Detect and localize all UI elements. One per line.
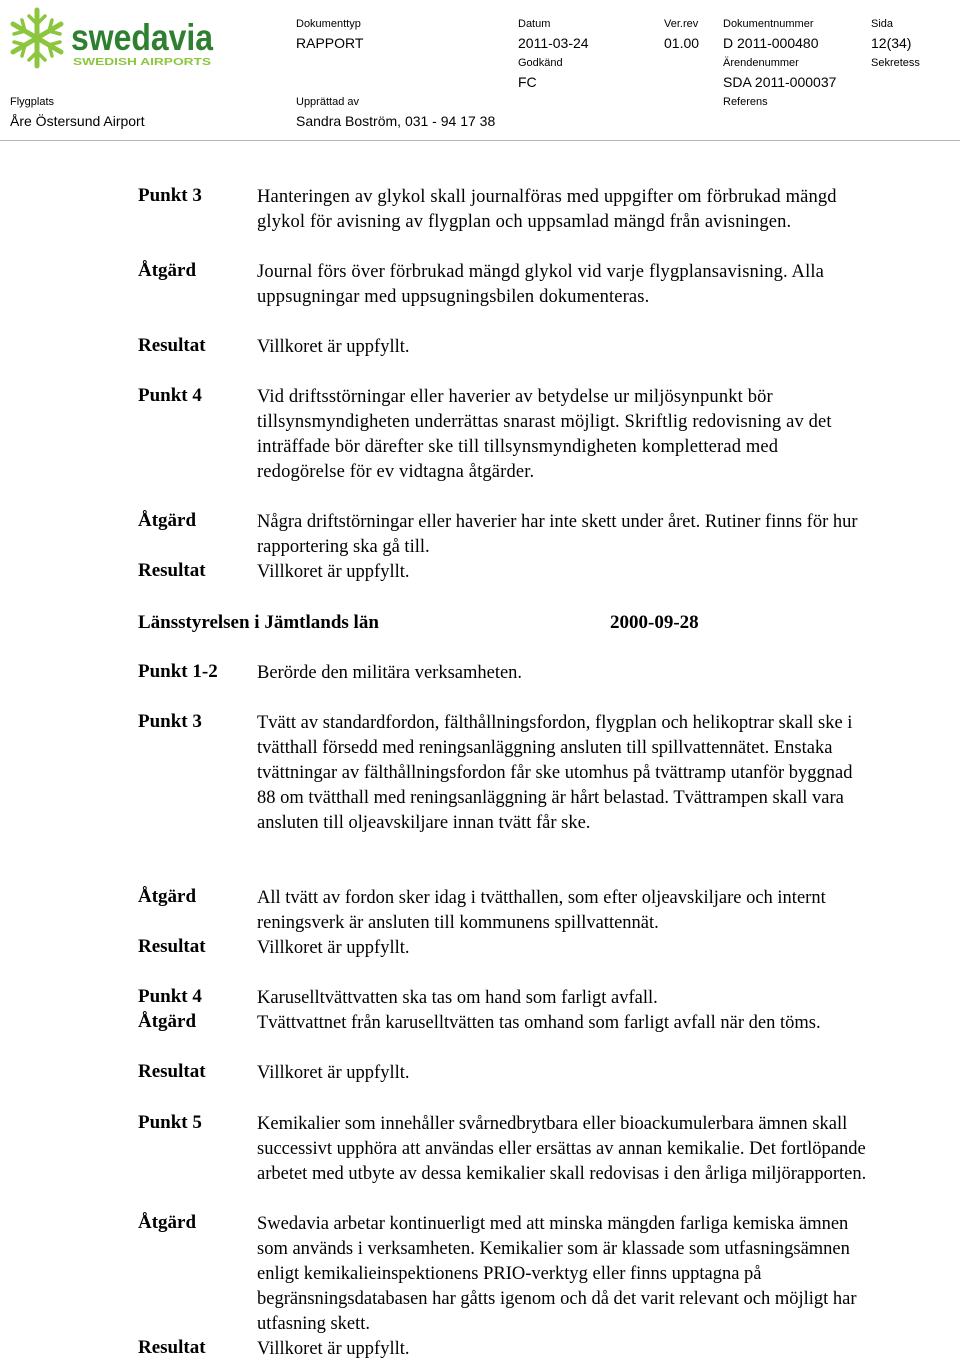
atgard-text: Swedavia arbetar kontinuerligt med att minska mängden farliga kemiska ämnen som används i verksamheten. Kemikalier som är klassade som utfasningsämnen enligt kemikalieinspektionens PRIO-verktyg eller finns upptagna på begränsningsdatabasen har gåtts igenom och då det varit relevant och möjligt har utfasning skett. bbox=[257, 1214, 857, 1334]
header-divider bbox=[0, 140, 960, 141]
resultat-text: Villkoret är uppfyllt. bbox=[257, 938, 410, 958]
atgard-label: Åtgärd bbox=[138, 510, 197, 531]
resultat-text: Villkoret är uppfyllt. bbox=[257, 337, 410, 357]
doc-type-label: Dokumenttyp bbox=[296, 18, 361, 30]
case-number-value: SDA 2011-000037 bbox=[723, 74, 837, 90]
airport-label: Flygplats bbox=[10, 96, 55, 108]
punkt-text: Hanteringen av glykol skall journalföras med uppgifter om förbrukad mängd glykol för avisning av flygplan och uppsamlad mängd från avisningen. bbox=[257, 187, 837, 232]
document-header bbox=[0, 0, 960, 142]
resultat-label: Resultat bbox=[138, 1061, 206, 1082]
date-label: Datum bbox=[518, 18, 551, 30]
punkt-text: Karuselltvättvatten ska tas om hand som farligt avfall. bbox=[257, 988, 658, 1008]
doc-type-value: RAPPORT bbox=[296, 35, 364, 51]
version-value: 01.00 bbox=[664, 35, 700, 51]
resultat-text: Villkoret är uppfyllt. bbox=[257, 1339, 410, 1359]
version-label: Ver.rev bbox=[664, 18, 699, 30]
atgard-text: Några driftstörningar eller haverier har inte skett under året. Rutiner finns för hur rapportering ska gå till. bbox=[257, 512, 858, 557]
section-date: 2000-09-28 bbox=[610, 612, 699, 633]
confidentiality-label: Sekretess bbox=[871, 57, 920, 69]
punkt-text: Berörde den militära verksamheten. bbox=[257, 663, 523, 683]
approved-label: Godkänd bbox=[518, 57, 563, 69]
atgard-label: Åtgärd bbox=[138, 1011, 197, 1032]
resultat-text: Villkoret är uppfyllt. bbox=[257, 562, 410, 582]
brand-name: swedavia bbox=[71, 17, 214, 58]
date-value: 2011-03-24 bbox=[518, 35, 589, 51]
resultat-label: Resultat bbox=[138, 335, 206, 356]
atgard-label: Åtgärd bbox=[138, 260, 197, 281]
atgard-text: Tvättvattnet från karuselltvätten tas omhand som farligt avfall när den töms. bbox=[257, 1013, 821, 1033]
author-value: Sandra Boström, 031 - 94 17 38 bbox=[296, 113, 496, 129]
resultat-label: Resultat bbox=[138, 560, 206, 581]
author-label: Upprättad av bbox=[296, 96, 359, 108]
resultat-label: Resultat bbox=[138, 1337, 206, 1358]
punkt-text: Vid driftsstörningar eller haverier av betydelse ur miljösynpunkt bör tillsynsmyndigheten underrättas snarast möjligt. Skriftlig redovisning av det inträffade bör därefter ske till tillsynsmyndigheten kompletterad med redogörelse för ev vidtagna åtgärder. bbox=[257, 387, 832, 482]
punkt-label: Punkt 5 bbox=[138, 1112, 202, 1133]
page-value: 12(34) bbox=[871, 35, 912, 51]
doc-number-label: Dokumentnummer bbox=[723, 18, 814, 30]
brand-subtitle: SWEDISH AIRPORTS bbox=[73, 57, 212, 68]
atgard-text: All tvätt av fordon sker idag i tvätthallen, som efter oljeavskiljare och internt reningsverk är ansluten till kommunens spillvattennät. bbox=[257, 888, 826, 933]
swedavia-logo bbox=[3, 4, 223, 76]
page-label: Sida bbox=[871, 18, 894, 30]
snowflake-icon bbox=[13, 10, 61, 66]
punkt-text: Tvätt av standardfordon, fälthållningsfordon, flygplan och helikoptrar skall ske i tvätthall försedd med reningsanläggning ansluten till spillvattennätet. Enstaka tvättningar av fälthållningsfordon får ske utomhus på tvättramp utanför byggnad 88 om tvätthall med reningsanläggning är hårt belastad. Tvättrampen skall vara ansluten till oljeavskiljare innan tvätt får ske. bbox=[257, 713, 853, 833]
approved-value: FC bbox=[518, 74, 537, 90]
atgard-label: Åtgärd bbox=[138, 1212, 197, 1233]
doc-number-value: D 2011-000480 bbox=[723, 35, 819, 51]
punkt-label: Punkt 3 bbox=[138, 185, 202, 206]
punkt-label: Punkt 4 bbox=[138, 986, 202, 1007]
punkt-label: Punkt 3 bbox=[138, 711, 202, 732]
airport-value: Åre Östersund Airport bbox=[10, 113, 145, 129]
punkt-label: Punkt 4 bbox=[138, 385, 202, 406]
section-title: Länsstyrelsen i Jämtlands län bbox=[138, 612, 379, 633]
resultat-text: Villkoret är uppfyllt. bbox=[257, 1063, 410, 1083]
resultat-label: Resultat bbox=[138, 936, 206, 957]
reference-label: Referens bbox=[723, 96, 768, 108]
atgard-label: Åtgärd bbox=[138, 886, 197, 907]
atgard-text: Journal förs över förbrukad mängd glykol vid varje flygplansavisning. Alla uppsugningar med uppsugningsbilen dokumenteras. bbox=[257, 262, 825, 307]
punkt-label: Punkt 1-2 bbox=[138, 661, 218, 682]
punkt-text: Kemikalier som innehåller svårnedbrytbara eller bioackumulerbara ämnen skall successivt upphöra att användas eller ersättas av annan kemikalie. Det fortlöpande arbetet med utbyte av dessa kemikalier skall redovisas i den årliga miljörapporten. bbox=[257, 1114, 867, 1184]
case-number-label: Ärendenummer bbox=[723, 57, 799, 69]
